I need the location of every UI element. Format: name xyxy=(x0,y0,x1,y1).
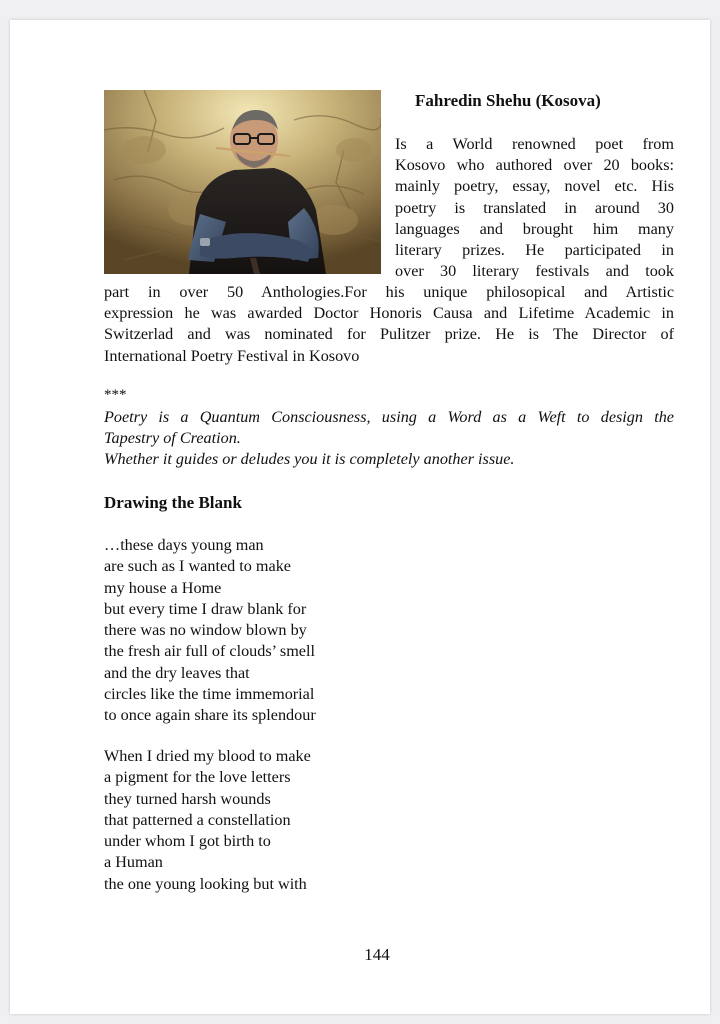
poem-line: and the dry leaves that xyxy=(104,663,250,682)
bio-line: literary prizes. He participated in xyxy=(395,241,674,260)
quote-line: Poetry is a Quantum Consciousness, using a Word as a Weft to design the xyxy=(104,408,674,426)
poem-stanza-2 xyxy=(104,746,311,895)
poem-line: that patterned a constellation xyxy=(104,810,291,829)
poem-line: the one young looking but with xyxy=(104,874,307,893)
bio-line: Is a World renowned poet from xyxy=(395,135,674,153)
poem-line: under whom I got birth to xyxy=(104,832,271,851)
bio-line: Switzerlad and was nominated for Pulitzer prize. He is The Director of xyxy=(104,325,674,344)
author-bio-wrapped xyxy=(395,134,674,282)
poem-line: When I dried my blood to make xyxy=(104,747,311,765)
poem-stanza-1 xyxy=(104,535,316,727)
poem-line: a Human xyxy=(104,853,163,872)
poem-line: my house a Home xyxy=(104,578,222,597)
bio-line: mainly poetry, essay, novel etc. His xyxy=(395,177,674,196)
author-bio-continued xyxy=(104,282,674,367)
bio-line: expression he was awarded Doctor Honoris Causa and Lifetime Academic in xyxy=(104,304,674,323)
poem-line: to once again share its splendour xyxy=(104,706,316,725)
poem-line: are such as I wanted to make xyxy=(104,557,291,576)
bio-line: part in over 50 Anthologies.For his unique philosopical and Artistic xyxy=(104,283,674,301)
poem-title: Drawing the Blank xyxy=(104,493,242,512)
bio-line: languages and brought him many xyxy=(395,219,674,238)
bio-line: Kosovo who authored over 20 books: xyxy=(395,156,674,175)
document-page xyxy=(10,20,710,1014)
section-separator: *** xyxy=(104,387,127,403)
poem-line: the fresh air full of clouds’ smell xyxy=(104,642,315,661)
bio-line: over 30 literary festivals and took xyxy=(395,262,674,281)
poem-line: there was no window blown by xyxy=(104,621,307,640)
poem-line: they turned harsh wounds xyxy=(104,789,271,808)
poem-line: but every time I draw blank for xyxy=(104,599,307,618)
bio-line: poetry is translated in around 30 xyxy=(395,198,674,217)
poem-line: a pigment for the love letters xyxy=(104,768,291,787)
poem-line: …these days young man xyxy=(104,536,264,554)
author-name: Fahredin Shehu (Kosova) xyxy=(415,91,601,110)
quote-line: Tapestry of Creation. xyxy=(104,429,241,448)
page-number: 144 xyxy=(364,945,390,964)
poem-line: circles like the time immemorial xyxy=(104,685,315,704)
bio-line: International Poetry Festival in Kosovo xyxy=(104,346,360,365)
poetry-quote xyxy=(104,407,674,471)
author-portrait-photo xyxy=(104,90,381,274)
quote-line: Whether it guides or deludes you it is completely another issue. xyxy=(104,450,515,469)
